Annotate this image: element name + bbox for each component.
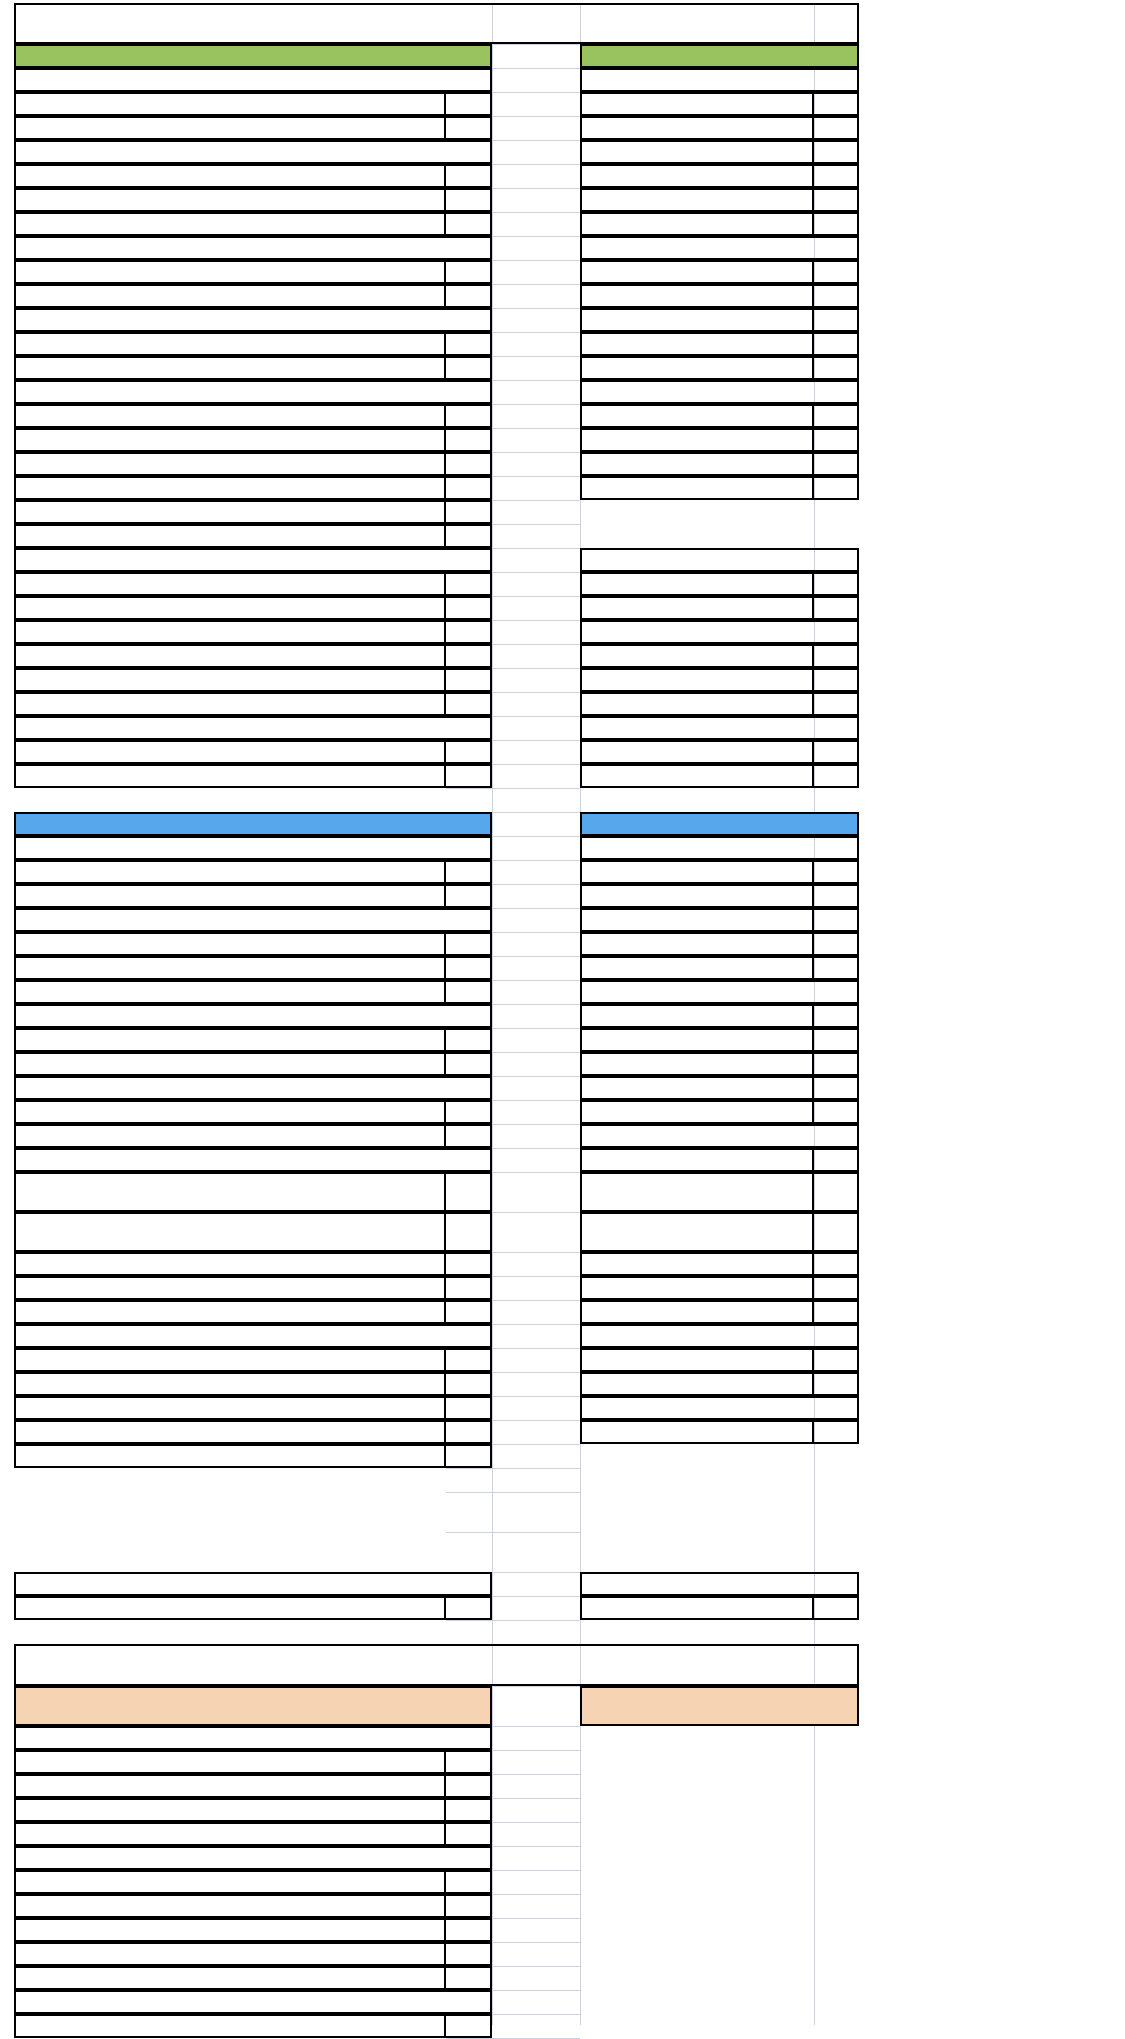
first-team-defense-header bbox=[580, 44, 859, 68]
school-code bbox=[814, 1348, 859, 1372]
gridline bbox=[446, 1468, 580, 1469]
school-code bbox=[446, 452, 492, 476]
position-heading bbox=[580, 716, 859, 740]
player-name bbox=[580, 932, 814, 956]
school-code bbox=[446, 1252, 492, 1276]
player-name bbox=[14, 932, 446, 956]
blank-cell bbox=[580, 1372, 814, 1396]
blank-cell bbox=[446, 884, 492, 908]
player-name bbox=[14, 164, 446, 188]
blank-cell bbox=[580, 212, 814, 236]
school-code bbox=[446, 1172, 492, 1212]
gridline bbox=[446, 788, 580, 789]
player-name bbox=[14, 1774, 446, 1798]
school-code bbox=[814, 884, 859, 908]
school-code bbox=[446, 1372, 492, 1396]
blank-cell bbox=[446, 764, 492, 788]
blank-cell bbox=[446, 1028, 492, 1052]
player-name bbox=[14, 1172, 446, 1212]
blank-cell bbox=[446, 740, 492, 764]
position-heading bbox=[580, 1572, 859, 1596]
player-name bbox=[14, 596, 446, 620]
school-code bbox=[814, 428, 859, 452]
position-heading bbox=[14, 1846, 492, 1870]
player-name bbox=[580, 164, 814, 188]
player-name bbox=[580, 1348, 814, 1372]
blank-cell bbox=[580, 1420, 814, 1444]
school-code bbox=[446, 476, 492, 500]
first-team-offense-header bbox=[14, 44, 492, 68]
blank-cell bbox=[14, 356, 446, 380]
school-code bbox=[814, 452, 859, 476]
blank-cell bbox=[14, 764, 446, 788]
school-code bbox=[814, 284, 859, 308]
player-name bbox=[14, 860, 446, 884]
school-code bbox=[446, 956, 492, 980]
blank-cell bbox=[14, 1124, 446, 1148]
blank-cell bbox=[814, 212, 859, 236]
blank-cell bbox=[580, 188, 814, 212]
school-code bbox=[446, 1348, 492, 1372]
school-code bbox=[814, 140, 859, 164]
blank-cell bbox=[580, 596, 814, 620]
school-code bbox=[814, 860, 859, 884]
blank-cell bbox=[14, 884, 446, 908]
player-name bbox=[580, 908, 814, 932]
player-name bbox=[14, 956, 446, 980]
school-code bbox=[446, 1966, 492, 1990]
blank-cell bbox=[14, 212, 446, 236]
school-code bbox=[446, 1420, 492, 1444]
blank-cell bbox=[580, 1300, 814, 1324]
page-title bbox=[14, 1644, 859, 1686]
player-name bbox=[14, 1444, 446, 1468]
player-name bbox=[580, 884, 814, 908]
player-name bbox=[14, 452, 446, 476]
school-code bbox=[446, 428, 492, 452]
blank-cell bbox=[14, 1052, 446, 1076]
position-heading bbox=[14, 140, 492, 164]
player-name bbox=[580, 404, 814, 428]
blank-cell bbox=[580, 956, 814, 980]
school-code bbox=[446, 332, 492, 356]
blank-cell bbox=[446, 1124, 492, 1148]
school-code bbox=[446, 860, 492, 884]
position-heading bbox=[580, 236, 859, 260]
blank-cell bbox=[814, 1100, 859, 1124]
player-name bbox=[14, 500, 446, 524]
school-code bbox=[814, 1028, 859, 1052]
school-code bbox=[446, 1894, 492, 1918]
player-name bbox=[580, 1252, 814, 1276]
player-name bbox=[580, 260, 814, 284]
gridline bbox=[446, 1532, 580, 1533]
school-code bbox=[446, 1396, 492, 1420]
player-name bbox=[580, 140, 814, 164]
player-name bbox=[14, 1966, 446, 1990]
school-code bbox=[446, 932, 492, 956]
player-name bbox=[580, 92, 814, 116]
position-heading bbox=[14, 908, 492, 932]
position-heading bbox=[14, 236, 492, 260]
blank-cell bbox=[814, 740, 859, 764]
position-heading bbox=[580, 1396, 859, 1420]
blank-cell bbox=[14, 1822, 446, 1846]
player-name bbox=[14, 1372, 446, 1396]
school-code bbox=[446, 1942, 492, 1966]
player-name bbox=[14, 188, 446, 212]
position-heading bbox=[14, 308, 492, 332]
blank-cell bbox=[14, 2014, 446, 2038]
school-code bbox=[814, 1076, 859, 1100]
position-heading bbox=[580, 1124, 859, 1148]
school-code bbox=[446, 1774, 492, 1798]
school-code bbox=[446, 1100, 492, 1124]
blank-cell bbox=[814, 956, 859, 980]
school-code bbox=[446, 572, 492, 596]
school-code bbox=[446, 1212, 492, 1252]
school-code bbox=[446, 188, 492, 212]
blank-cell bbox=[814, 188, 859, 212]
player-name bbox=[580, 1004, 814, 1028]
blank-cell bbox=[814, 1596, 859, 1620]
school-code bbox=[814, 116, 859, 140]
player-name bbox=[580, 1028, 814, 1052]
honorable-defense-header bbox=[580, 1686, 859, 1726]
player-name bbox=[580, 476, 814, 500]
player-name bbox=[14, 1870, 446, 1894]
blank-cell bbox=[446, 1300, 492, 1324]
second-team-defense-header bbox=[580, 812, 859, 836]
blank-cell bbox=[14, 524, 446, 548]
position-heading bbox=[14, 1148, 492, 1172]
school-code bbox=[446, 644, 492, 668]
position-heading bbox=[580, 68, 859, 92]
blank-cell bbox=[446, 356, 492, 380]
player-name bbox=[14, 620, 446, 644]
blank-cell bbox=[446, 524, 492, 548]
player-name bbox=[14, 1420, 446, 1444]
player-name bbox=[14, 332, 446, 356]
player-name bbox=[580, 572, 814, 596]
position-heading bbox=[580, 548, 859, 572]
blank-cell bbox=[14, 1798, 446, 1822]
blank-cell bbox=[446, 284, 492, 308]
position-heading bbox=[14, 836, 492, 860]
school-code bbox=[446, 1750, 492, 1774]
school-code bbox=[814, 260, 859, 284]
school-code bbox=[446, 1444, 492, 1468]
player-name bbox=[14, 1252, 446, 1276]
school-code bbox=[446, 1870, 492, 1894]
blank-cell bbox=[14, 980, 446, 1004]
blank-cell bbox=[14, 740, 446, 764]
blank-cell bbox=[446, 1596, 492, 1620]
player-name bbox=[580, 452, 814, 476]
position-heading bbox=[14, 548, 492, 572]
position-heading bbox=[580, 1324, 859, 1348]
gridline bbox=[492, 3, 493, 2025]
player-name bbox=[14, 668, 446, 692]
blank-cell bbox=[14, 692, 446, 716]
blank-cell bbox=[814, 692, 859, 716]
school-code bbox=[446, 404, 492, 428]
blank-cell bbox=[446, 692, 492, 716]
position-heading bbox=[14, 1004, 492, 1028]
school-code bbox=[814, 164, 859, 188]
player-name bbox=[14, 476, 446, 500]
school-code bbox=[446, 620, 492, 644]
player-name bbox=[14, 1212, 446, 1252]
player-name bbox=[14, 116, 446, 140]
position-heading bbox=[580, 380, 859, 404]
player-name bbox=[14, 644, 446, 668]
position-heading bbox=[580, 620, 859, 644]
player-name bbox=[14, 404, 446, 428]
school-code bbox=[446, 92, 492, 116]
blank-cell bbox=[580, 1100, 814, 1124]
blank-cell bbox=[14, 1276, 446, 1300]
blank-cell bbox=[580, 740, 814, 764]
player-name bbox=[14, 1894, 446, 1918]
blank-cell bbox=[446, 1798, 492, 1822]
blank-cell bbox=[446, 212, 492, 236]
blank-cell bbox=[814, 596, 859, 620]
blank-cell bbox=[814, 1420, 859, 1444]
blank-cell bbox=[14, 260, 446, 284]
player-name bbox=[580, 116, 814, 140]
blank-cell bbox=[446, 1822, 492, 1846]
player-name bbox=[580, 284, 814, 308]
school-code bbox=[814, 308, 859, 332]
blank-cell bbox=[814, 1276, 859, 1300]
school-code bbox=[814, 1252, 859, 1276]
school-code bbox=[446, 1918, 492, 1942]
blank-cell bbox=[580, 764, 814, 788]
blank-cell bbox=[14, 1300, 446, 1324]
school-code bbox=[814, 1148, 859, 1172]
school-code bbox=[814, 1212, 859, 1252]
blank-cell bbox=[14, 1596, 446, 1620]
blank-cell bbox=[580, 692, 814, 716]
position-heading bbox=[580, 836, 859, 860]
gridline bbox=[446, 1492, 580, 1493]
player-name bbox=[14, 1918, 446, 1942]
player-name bbox=[14, 572, 446, 596]
blank-cell bbox=[580, 1596, 814, 1620]
school-code bbox=[814, 908, 859, 932]
player-name bbox=[580, 860, 814, 884]
blank-cell bbox=[446, 2014, 492, 2038]
school-code bbox=[446, 500, 492, 524]
player-name bbox=[14, 1396, 446, 1420]
player-name bbox=[580, 1148, 814, 1172]
second-team-offense-header bbox=[14, 812, 492, 836]
school-code bbox=[814, 572, 859, 596]
player-name bbox=[580, 1076, 814, 1100]
blank-cell bbox=[814, 1372, 859, 1396]
school-code bbox=[814, 404, 859, 428]
school-code bbox=[814, 1052, 859, 1076]
position-heading bbox=[14, 1324, 492, 1348]
school-code bbox=[814, 1172, 859, 1212]
player-name bbox=[14, 1100, 446, 1124]
blank-cell bbox=[446, 980, 492, 1004]
school-code bbox=[814, 332, 859, 356]
page-title bbox=[14, 3, 859, 44]
school-code bbox=[814, 644, 859, 668]
school-code bbox=[446, 116, 492, 140]
position-heading bbox=[14, 1990, 492, 2014]
blank-cell bbox=[580, 356, 814, 380]
player-name bbox=[580, 1172, 814, 1212]
player-name bbox=[580, 1212, 814, 1252]
blank-cell bbox=[580, 668, 814, 692]
school-code bbox=[446, 164, 492, 188]
player-name bbox=[580, 644, 814, 668]
gridline bbox=[446, 1620, 580, 1621]
school-code bbox=[814, 1004, 859, 1028]
player-name bbox=[14, 1348, 446, 1372]
blank-cell bbox=[446, 1276, 492, 1300]
school-code bbox=[814, 476, 859, 500]
position-heading bbox=[580, 980, 859, 1004]
blank-cell bbox=[14, 284, 446, 308]
blank-cell bbox=[814, 668, 859, 692]
player-name bbox=[580, 332, 814, 356]
position-heading bbox=[14, 716, 492, 740]
honorable-offense-header bbox=[14, 1686, 492, 1726]
player-name bbox=[580, 428, 814, 452]
blank-cell bbox=[446, 1052, 492, 1076]
school-code bbox=[446, 668, 492, 692]
blank-cell bbox=[580, 1276, 814, 1300]
player-name bbox=[14, 428, 446, 452]
blank-cell bbox=[14, 1028, 446, 1052]
player-name bbox=[580, 308, 814, 332]
position-heading bbox=[14, 1076, 492, 1100]
player-name bbox=[14, 1942, 446, 1966]
position-heading bbox=[14, 1726, 492, 1750]
blank-cell bbox=[814, 764, 859, 788]
blank-cell bbox=[814, 1300, 859, 1324]
school-code bbox=[814, 932, 859, 956]
player-name bbox=[14, 1750, 446, 1774]
player-name bbox=[14, 92, 446, 116]
blank-cell bbox=[814, 356, 859, 380]
player-name bbox=[580, 1052, 814, 1076]
position-heading bbox=[14, 380, 492, 404]
position-heading bbox=[14, 1572, 492, 1596]
school-code bbox=[814, 92, 859, 116]
position-heading bbox=[14, 68, 492, 92]
school-code bbox=[446, 596, 492, 620]
blank-cell bbox=[446, 260, 492, 284]
